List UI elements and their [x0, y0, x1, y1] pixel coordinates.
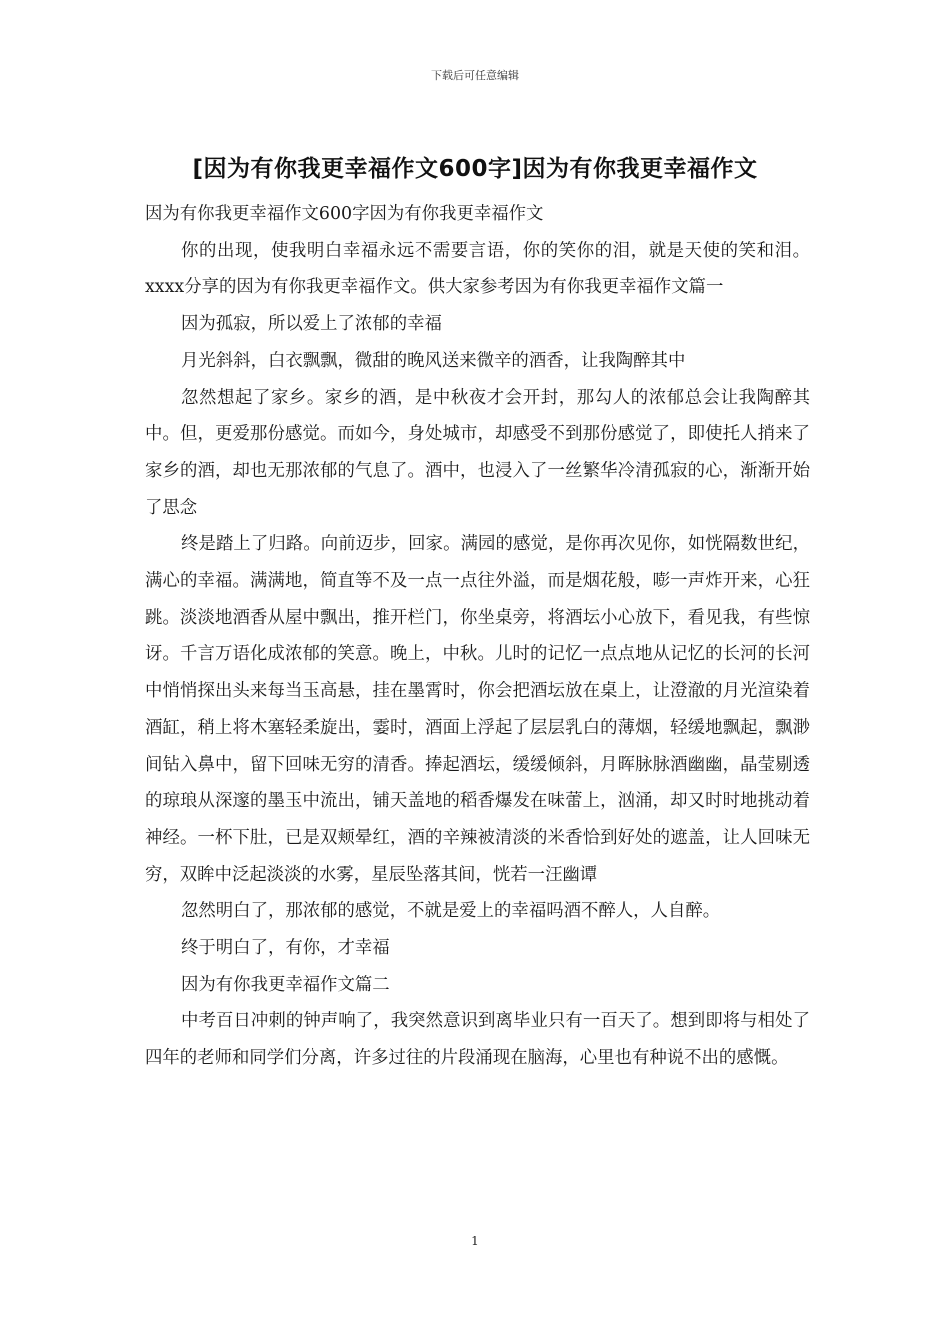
paragraph: 终是踏上了归路。向前迈步，回家。满园的感觉，是你再次见你，如恍隔数世纪，满心的幸福。满满地，简直等不及一点一点往外溢，而是烟花般，嘭一声炸开来，心狂跳。淡淡地酒香从屋中飘出，推开栏门，你坐桌旁，将酒坛小心放下，看见我，有些惊讶。千言万语化成浓郁的笑意。晚上，中秋。儿时的记忆一点点地从记忆的长河的长河中悄悄探出头来每当玉高悬，挂在墨霄时，你会把酒坛放在桌上，让澄澈的月光渲染着酒缸，稍上将木塞轻柔旋出，霎时，酒面上浮起了层层乳白的薄烟，轻缓地飘起，飘渺间钻入鼻中，留下回味无穷的清香。捧起酒坛，缓缓倾斜，月晖脉脉酒幽幽，晶莹剔透的琼琅从深邃的墨玉中流出，铺天盖地的稻香爆发在味蕾上，汹涌，却又时时地挑动着神经。一杯下肚，已是双颊晕红，酒的辛辣被清淡的米香恰到好处的遮盖，让人回味无穷，双眸中泛起淡淡的水雾，星辰坠落其间，恍若一汪幽谭 [145, 534, 810, 885]
document-title: [因为有你我更幸福作文600字]因为有你我更幸福作文 [192, 156, 758, 182]
section-heading: 因为有你我更幸福作文篇二 [181, 974, 390, 995]
subtitle-line: 因为有你我更幸福作文600字因为有你我更幸福作文 [145, 204, 544, 224]
paragraph: 中考百日冲刺的钟声响了，我突然意识到离毕业只有一百天了。想到即将与相处了四年的老师和同学们分离，许多过往的片段涌现在脑海，心里也有种说不出的感慨。 [145, 1011, 810, 1069]
paragraph: 终于明白了，有你，才幸福 [181, 938, 390, 959]
page-number: 1 [471, 1234, 479, 1248]
paragraph: 忽然明白了，那浓郁的感觉，不就是爱上的幸福吗酒不醉人，人自醉。 [181, 901, 721, 922]
paragraph: 忽然想起了家乡。家乡的酒，是中秋夜才会开封，那勾人的浓郁总会让我陶醉其中。但，更爱那份感觉。而如今，身处城市，却感受不到那份感觉了，即使托人捎来了家乡的酒，却也无那浓郁的气息了。酒中，也浸入了一丝繁华冷清孤寂的心，渐渐开始了思念 [145, 387, 810, 518]
header-note: 下载后可任意编辑 [431, 69, 519, 82]
document-body [145, 196, 810, 1077]
paragraph: 因为孤寂，所以爱上了浓郁的幸福 [181, 314, 442, 335]
paragraph: 你的出现，使我明白幸福永远不需要言语，你的笑你的泪，就是天使的笑和泪。xxxx分享的因为有你我更幸福作文。供大家参考因为有你我更幸福作文篇一 [145, 240, 810, 298]
paragraph: 月光斜斜，白衣飘飘，微甜的晚风送来微辛的酒香，让我陶醉其中 [181, 350, 686, 371]
